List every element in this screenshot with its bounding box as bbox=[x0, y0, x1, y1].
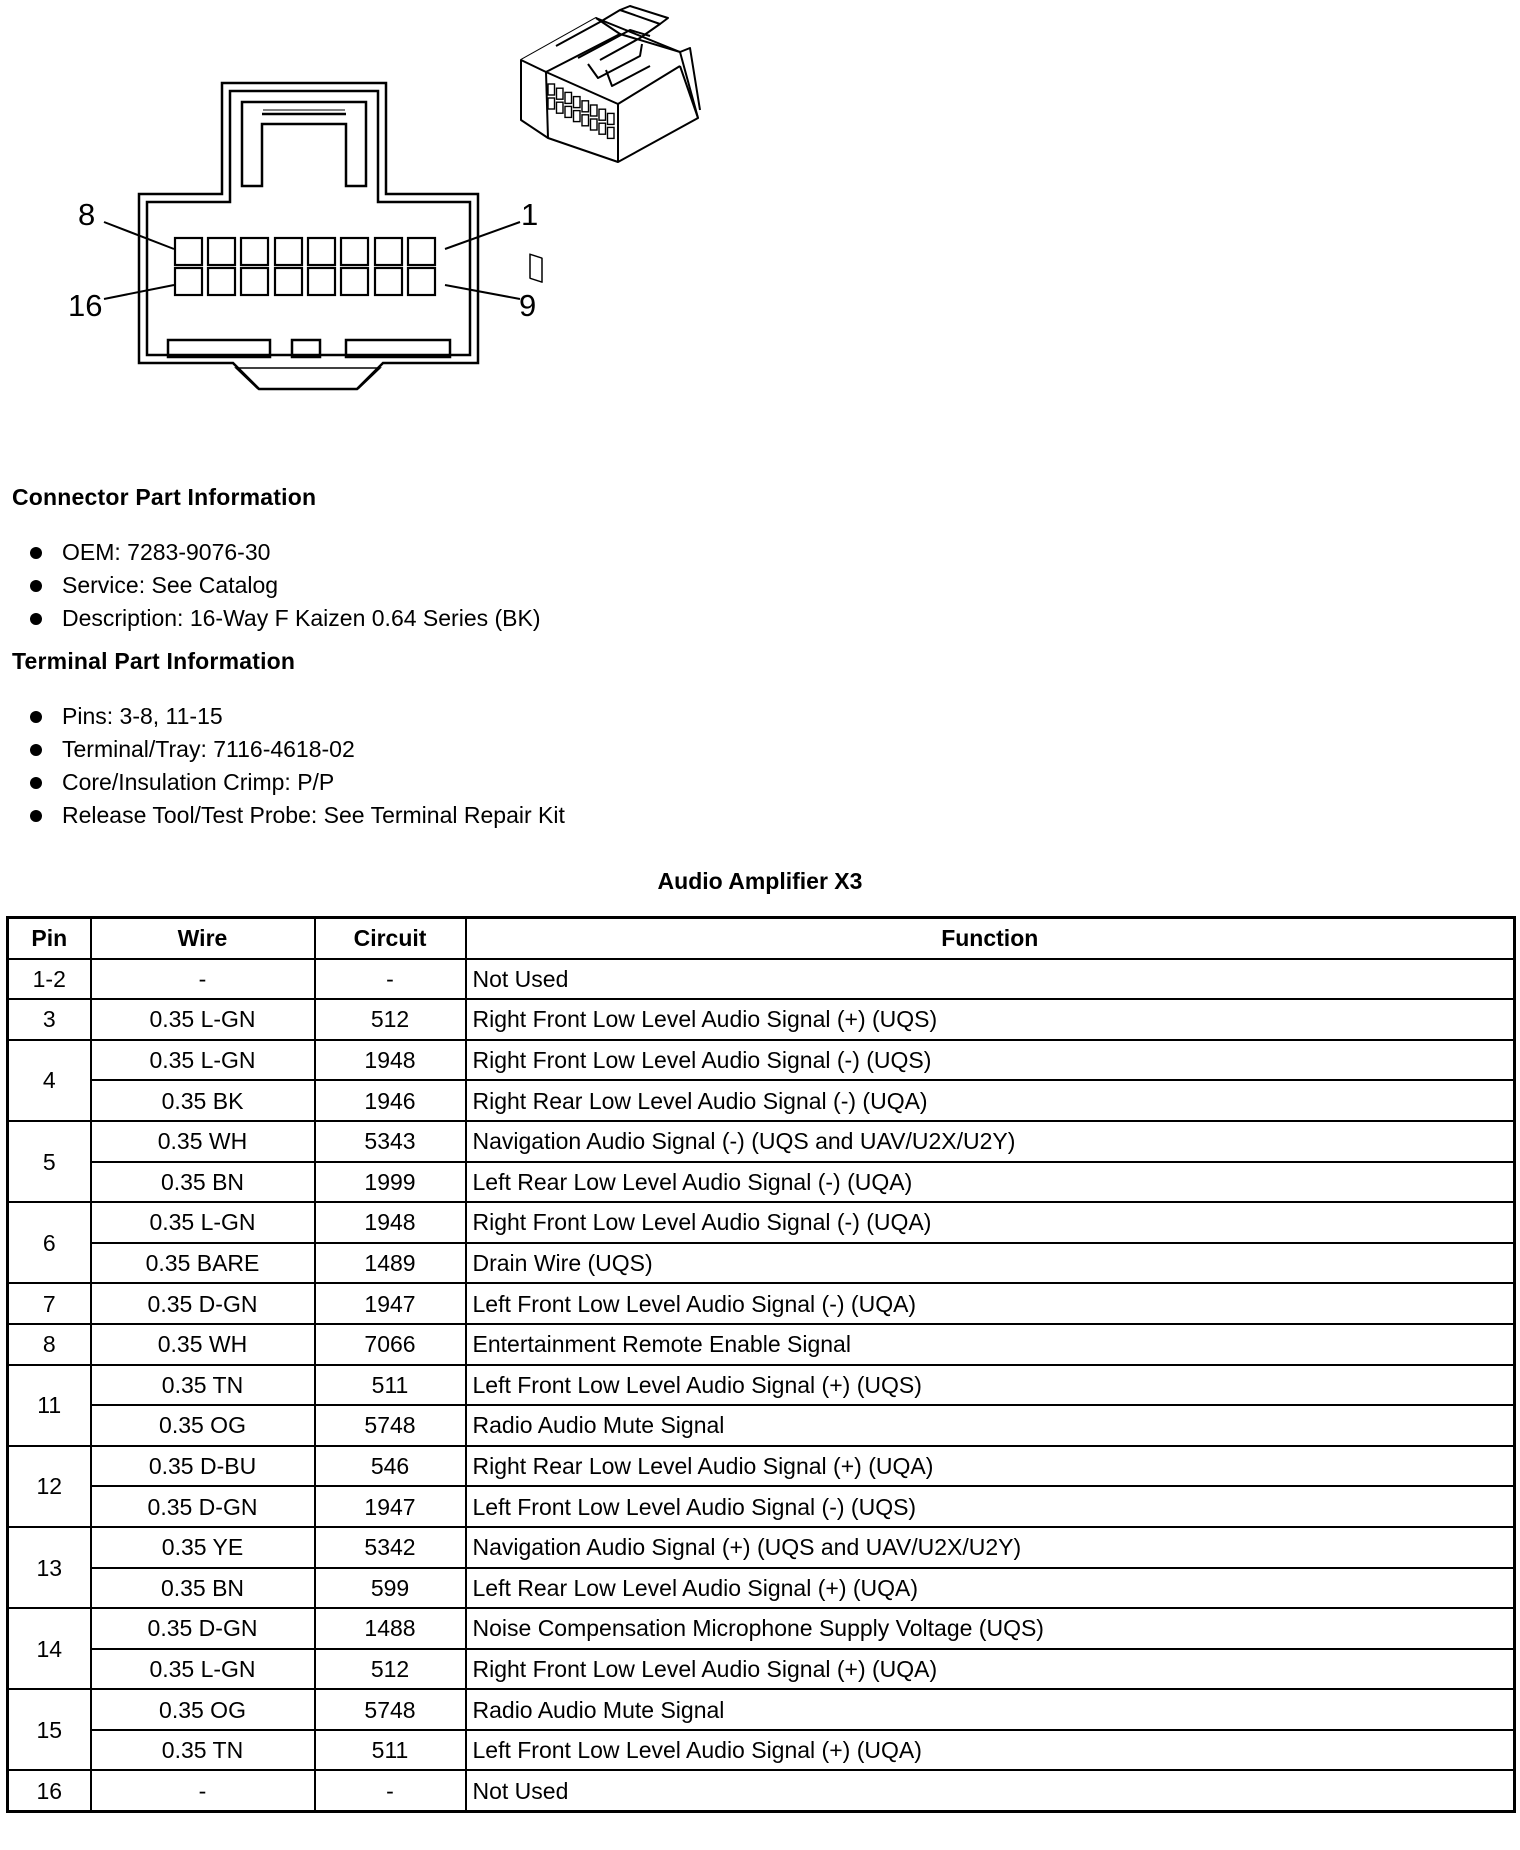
cell-wire: - bbox=[91, 1770, 315, 1811]
cell-pin: 11 bbox=[8, 1365, 91, 1446]
pin-cavity-grid bbox=[175, 238, 435, 295]
pin-cavity bbox=[308, 268, 335, 295]
cell-function: Radio Audio Mute Signal bbox=[466, 1405, 1515, 1446]
pin-cavity bbox=[341, 268, 368, 295]
table-row bbox=[8, 1649, 1515, 1690]
pin-cavity bbox=[275, 268, 302, 295]
cell-pin: 4 bbox=[8, 1040, 91, 1121]
terminal-part-info-list bbox=[28, 700, 565, 832]
cell-circuit: 5748 bbox=[315, 1689, 466, 1730]
table-row bbox=[8, 1162, 1515, 1203]
pin-label-9: 9 bbox=[519, 288, 537, 323]
cell-wire: 0.35 TN bbox=[91, 1730, 315, 1771]
list-item: Core/Insulation Crimp: P/P bbox=[28, 766, 565, 799]
cell-function: Drain Wire (UQS) bbox=[466, 1243, 1515, 1284]
cell-circuit: 1488 bbox=[315, 1608, 466, 1649]
bullet-icon bbox=[30, 613, 42, 625]
cell-circuit: 1999 bbox=[315, 1162, 466, 1203]
pin-cavity bbox=[175, 238, 202, 265]
table-title: Audio Amplifier X3 bbox=[657, 868, 863, 894]
cell-function: Navigation Audio Signal (+) (UQS and UAV/U2X/U2Y) bbox=[466, 1527, 1515, 1568]
table-row bbox=[8, 1527, 1515, 1568]
cell-pin: 8 bbox=[8, 1324, 91, 1365]
cell-wire: 0.35 BARE bbox=[91, 1243, 315, 1284]
cell-function: Right Front Low Level Audio Signal (+) (UQS) bbox=[466, 999, 1515, 1040]
cell-circuit: 7066 bbox=[315, 1324, 466, 1365]
cell-wire: 0.35 WH bbox=[91, 1121, 315, 1162]
bullet-icon bbox=[30, 711, 42, 723]
cell-wire: 0.35 OG bbox=[91, 1405, 315, 1446]
cell-circuit: 5342 bbox=[315, 1527, 466, 1568]
table-row bbox=[8, 1243, 1515, 1284]
table-row bbox=[8, 1730, 1515, 1771]
bullet-icon bbox=[30, 547, 42, 559]
table-row bbox=[8, 1405, 1515, 1446]
cell-pin: 7 bbox=[8, 1283, 91, 1324]
cell-function: Right Front Low Level Audio Signal (+) (UQA) bbox=[466, 1649, 1515, 1690]
cell-circuit: 1948 bbox=[315, 1202, 466, 1243]
table-row bbox=[8, 999, 1515, 1040]
cell-wire: 0.35 BN bbox=[91, 1568, 315, 1609]
pin-cavity bbox=[241, 268, 268, 295]
cell-wire: 0.35 WH bbox=[91, 1324, 315, 1365]
list-item: OEM: 7283-9076-30 bbox=[28, 536, 541, 569]
pinout-table bbox=[6, 916, 1516, 1813]
pin-label-16: 16 bbox=[68, 288, 103, 323]
table-row bbox=[8, 1324, 1515, 1365]
table-body bbox=[8, 959, 1515, 1812]
cell-function: Left Rear Low Level Audio Signal (+) (UQA) bbox=[466, 1568, 1515, 1609]
terminal-part-info-heading: Terminal Part Information bbox=[12, 648, 296, 674]
cell-pin: 12 bbox=[8, 1446, 91, 1527]
cell-wire: - bbox=[91, 959, 315, 1000]
cell-circuit: 1948 bbox=[315, 1040, 466, 1081]
cell-circuit: 512 bbox=[315, 999, 466, 1040]
table-row bbox=[8, 1202, 1515, 1243]
pin-cavity bbox=[408, 238, 435, 265]
cell-wire: 0.35 OG bbox=[91, 1689, 315, 1730]
table-row bbox=[8, 1446, 1515, 1487]
connector-part-info-list bbox=[28, 536, 541, 635]
cell-circuit: 1947 bbox=[315, 1283, 466, 1324]
cell-pin: 15 bbox=[8, 1689, 91, 1770]
connector-diagram bbox=[0, 0, 720, 420]
cell-circuit: 599 bbox=[315, 1568, 466, 1609]
header-wire: Wire bbox=[91, 918, 315, 959]
table-row bbox=[8, 1568, 1515, 1609]
header-function: Function bbox=[466, 918, 1515, 959]
cell-function: Right Rear Low Level Audio Signal (-) (UQA) bbox=[466, 1080, 1515, 1121]
header-pin: Pin bbox=[8, 918, 91, 959]
pin-cavity bbox=[208, 268, 235, 295]
pin-cavity bbox=[241, 238, 268, 265]
table-header-row bbox=[8, 918, 1515, 959]
table-row bbox=[8, 1365, 1515, 1406]
table-row bbox=[8, 1689, 1515, 1730]
cell-function: Left Front Low Level Audio Signal (+) (UQA) bbox=[466, 1730, 1515, 1771]
cell-wire: 0.35 D-GN bbox=[91, 1486, 315, 1527]
bullet-icon bbox=[30, 744, 42, 756]
cell-function: Left Front Low Level Audio Signal (+) (UQS) bbox=[466, 1365, 1515, 1406]
cell-wire: 0.35 L-GN bbox=[91, 999, 315, 1040]
cell-wire: 0.35 L-GN bbox=[91, 1202, 315, 1243]
cell-circuit: 512 bbox=[315, 1649, 466, 1690]
cell-pin: 13 bbox=[8, 1527, 91, 1608]
pin-cavity bbox=[275, 238, 302, 265]
pin-cavity bbox=[408, 268, 435, 295]
cell-wire: 0.35 L-GN bbox=[91, 1040, 315, 1081]
cell-pin: 3 bbox=[8, 999, 91, 1040]
bullet-icon bbox=[30, 777, 42, 789]
table-row bbox=[8, 1121, 1515, 1162]
table-row bbox=[8, 1770, 1515, 1811]
connector-part-info-heading: Connector Part Information bbox=[12, 484, 317, 510]
pin-cavity bbox=[375, 268, 402, 295]
cell-circuit: - bbox=[315, 959, 466, 1000]
cell-circuit: 1489 bbox=[315, 1243, 466, 1284]
bullet-icon bbox=[30, 810, 42, 822]
cell-function: Not Used bbox=[466, 959, 1515, 1000]
cell-function: Right Front Low Level Audio Signal (-) (UQA) bbox=[466, 1202, 1515, 1243]
connector-face-view bbox=[139, 83, 478, 389]
pin-label-8: 8 bbox=[78, 197, 96, 232]
cell-wire: 0.35 D-GN bbox=[91, 1283, 315, 1324]
list-item: Service: See Catalog bbox=[28, 569, 541, 602]
cell-wire: 0.35 L-GN bbox=[91, 1649, 315, 1690]
cell-function: Left Rear Low Level Audio Signal (-) (UQA) bbox=[466, 1162, 1515, 1203]
pin-cavity bbox=[308, 238, 335, 265]
cell-pin: 6 bbox=[8, 1202, 91, 1283]
cell-function: Noise Compensation Microphone Supply Voltage (UQS) bbox=[466, 1608, 1515, 1649]
table-row bbox=[8, 1283, 1515, 1324]
header-circuit: Circuit bbox=[315, 918, 466, 959]
cell-function: Left Front Low Level Audio Signal (-) (UQA) bbox=[466, 1283, 1515, 1324]
cell-function: Right Rear Low Level Audio Signal (+) (UQA) bbox=[466, 1446, 1515, 1487]
list-item: Description: 16-Way F Kaizen 0.64 Series (BK) bbox=[28, 602, 541, 635]
cell-function: Entertainment Remote Enable Signal bbox=[466, 1324, 1515, 1365]
pin-cavity bbox=[375, 238, 402, 265]
cell-circuit: 546 bbox=[315, 1446, 466, 1487]
cell-function: Radio Audio Mute Signal bbox=[466, 1689, 1515, 1730]
table-row bbox=[8, 1040, 1515, 1081]
table-row bbox=[8, 959, 1515, 1000]
pin-cavity bbox=[341, 238, 368, 265]
table-row bbox=[8, 1608, 1515, 1649]
pin-label-1: 1 bbox=[521, 197, 539, 232]
cell-circuit: 511 bbox=[315, 1365, 466, 1406]
cell-function: Left Front Low Level Audio Signal (-) (UQS) bbox=[466, 1486, 1515, 1527]
cell-pin: 5 bbox=[8, 1121, 91, 1202]
cell-function: Right Front Low Level Audio Signal (-) (UQS) bbox=[466, 1040, 1515, 1081]
cell-wire: 0.35 BK bbox=[91, 1080, 315, 1121]
cell-pin: 16 bbox=[8, 1770, 91, 1811]
cell-circuit: 511 bbox=[315, 1730, 466, 1771]
cell-circuit: 1947 bbox=[315, 1486, 466, 1527]
list-item: Release Tool/Test Probe: See Terminal Repair Kit bbox=[28, 799, 565, 832]
pin-cavity bbox=[175, 268, 202, 295]
connector-isometric-view bbox=[521, 6, 700, 282]
list-item: Pins: 3-8, 11-15 bbox=[28, 700, 565, 733]
cell-wire: 0.35 D-BU bbox=[91, 1446, 315, 1487]
table-row bbox=[8, 1080, 1515, 1121]
cell-wire: 0.35 YE bbox=[91, 1527, 315, 1568]
cell-circuit: 5343 bbox=[315, 1121, 466, 1162]
cell-pin: 1-2 bbox=[8, 959, 91, 1000]
bullet-icon bbox=[30, 580, 42, 592]
cell-pin: 14 bbox=[8, 1608, 91, 1689]
list-item: Terminal/Tray: 7116-4618-02 bbox=[28, 733, 565, 766]
table-row bbox=[8, 1486, 1515, 1527]
cell-wire: 0.35 BN bbox=[91, 1162, 315, 1203]
cell-circuit: 1946 bbox=[315, 1080, 466, 1121]
cell-wire: 0.35 D-GN bbox=[91, 1608, 315, 1649]
cell-function: Navigation Audio Signal (-) (UQS and UAV/U2X/U2Y) bbox=[466, 1121, 1515, 1162]
cell-circuit: 5748 bbox=[315, 1405, 466, 1446]
cell-function: Not Used bbox=[466, 1770, 1515, 1811]
pin-cavity bbox=[208, 238, 235, 265]
cell-wire: 0.35 TN bbox=[91, 1365, 315, 1406]
cell-circuit: - bbox=[315, 1770, 466, 1811]
